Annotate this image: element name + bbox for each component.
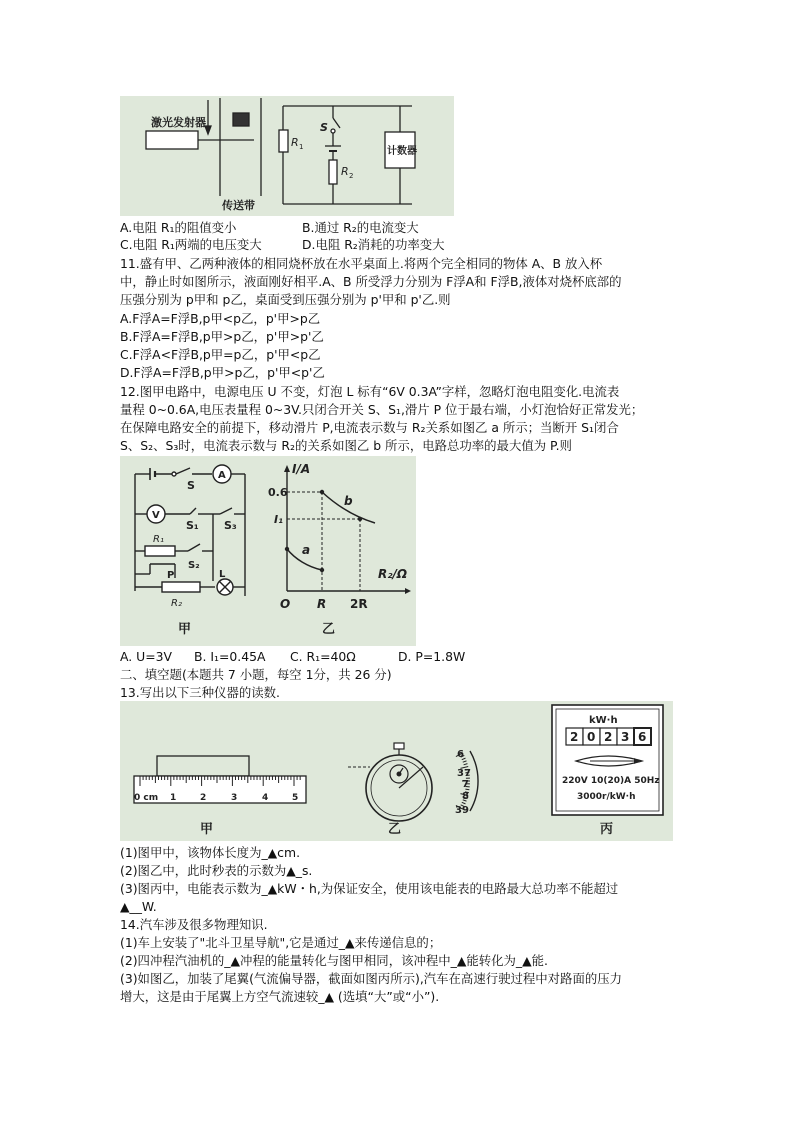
q12-line-2: 量程 0~0.6A,电压表量程 0~3V.只闭合开关 S、S₁,滑片 P 位于最右端，小灯泡恰好正常发光； (120, 402, 644, 417)
q11-line-3: 压强分别为 p甲和 p乙，桌面受到压强分别为 p'甲和 p'乙.则 (120, 292, 451, 307)
q12-option-b: B. I₁=0.45A (194, 649, 266, 664)
instruments-diagram (120, 701, 673, 841)
r2-label: R₂ (171, 598, 182, 609)
r1-label: R₁ (153, 534, 164, 545)
q13-stem: 13.写出以下三种仪器的读数. (120, 685, 280, 700)
origin-label: O (280, 597, 291, 611)
ruler-num-5: 5 (292, 793, 299, 803)
ruler-num-2: 2 (200, 793, 207, 803)
q10-option-c: C.电阻 R₁两端的电压变大 (120, 237, 262, 252)
switch-s1-label: S₁ (186, 519, 199, 532)
laser-emitter-box (146, 131, 198, 149)
q11-line-2: 中，静止时如图所示，液面刚好相平.A、B 所受浮力分别为 F浮A和 F浮B,液体对烧杯底部的 (120, 274, 622, 289)
stopwatch-num-39: 39 (455, 805, 469, 816)
y-axis-label: I/A (292, 462, 311, 476)
fig-right-caption: 乙 (322, 622, 336, 637)
curve-a-label: a (302, 543, 311, 557)
ruler-num-4: 4 (262, 793, 269, 803)
measured-block (157, 756, 249, 776)
instruments-figure (120, 701, 673, 841)
y-tick-i1: I₁ (274, 513, 283, 526)
meter-digit-5: 6 (638, 730, 647, 744)
q12-line-1: 12.图甲电路中，电源电压 U 不变，灯泡 L 标有“6V 0.3A”字样，忽略灯泡电阻变化.电流表 (120, 384, 620, 399)
y-tick-06: 0.6 (268, 486, 288, 499)
ruler-num-3: 3 (231, 793, 238, 803)
stopwatch-num-37: 37 (457, 768, 471, 779)
r1-label: R (291, 136, 299, 149)
fig-left-caption: 甲 (178, 622, 192, 637)
q12-circuit-and-graph (120, 456, 416, 646)
meter-digit-4: 3 (621, 730, 630, 744)
r2-resistor (329, 160, 337, 184)
x-tick-r: R (317, 597, 327, 611)
laser-label: 激光发射器 (151, 116, 206, 129)
meter-digit-2: 0 (587, 730, 596, 744)
q12-line-4: S、S₂、S₃时，电流表示数与 R₂的关系如图乙 b 所示，电路总功率的最大值为 P.则 (120, 438, 572, 453)
q13-answer-1: (1)图甲中，该物体长度为_▲cm. (120, 845, 301, 860)
q11-option-a: A.F浮A=F浮B,p甲<p乙，p'甲>p乙 (120, 311, 321, 326)
q11-line-1: 11.盛有甲、乙两种液体的相同烧杯放在水平桌面上.将两个完全相同的物体 A、B 放入杯 (120, 256, 603, 271)
stopwatch-tick (463, 761, 467, 762)
caption-bing: 丙 (600, 822, 614, 837)
ruler-num-1: 1 (170, 793, 177, 803)
stopwatch-num-7: 7 (462, 779, 469, 790)
stopwatch-tick (464, 764, 468, 765)
ammeter-label: A (218, 470, 226, 481)
caption-jia: 甲 (200, 822, 214, 837)
belt-label: 传送带 (222, 199, 255, 212)
meter-digit-3: 2 (604, 730, 613, 744)
r2-label: R (341, 165, 349, 178)
q12-figure (120, 456, 416, 646)
r1-resistor (279, 130, 288, 152)
point-b-2r (358, 517, 362, 521)
q14-line-4: (3)如图乙，加装了尾翼(气流偏导器，截面如图丙所示),汽车在高速行驶过程中对路面的压力 (120, 971, 623, 986)
q10-option-a: A.电阻 R₁的阻值变小 (120, 220, 237, 235)
q13-answer-3: (3)图丙中，电能表示数为_▲kW・h,为保证安全，使用该电能表的电路最大总功率不能超过 (120, 881, 619, 896)
q11-option-b: B.F浮A=F浮B,p甲>p乙，p'甲>p'乙 (120, 329, 324, 344)
q10-option-d: D.电阻 R₂消耗的功率变大 (302, 237, 445, 252)
q14-line-1: 14.汽车涉及很多物理知识. (120, 917, 268, 932)
switch-s-label: S (187, 479, 195, 492)
stopwatch-tick (462, 802, 466, 804)
q13-answer-2: (2)图乙中，此时秒表的示数为▲_s. (120, 863, 313, 878)
current-vs-r2-graph (268, 462, 411, 611)
section-2-heading: 二、填空题(本题共 7 小题，每空 1分，共 26 分) (120, 667, 392, 682)
caption-yi: 乙 (388, 822, 402, 837)
q11-option-c: C.F浮A<F浮B,p甲=p乙，p'甲<p乙 (120, 347, 321, 362)
q12-option-c: C. R₁=40Ω (290, 649, 356, 664)
lamp-label: L (219, 569, 226, 580)
meter-rate: 3000r/kW·h (577, 792, 636, 802)
q14-line-3: (2)四冲程汽油机的_▲冲程的能量转化与图甲相同，该冲程中_▲能转化为_▲能. (120, 953, 548, 968)
q13-answer-4: ▲__W. (120, 899, 157, 914)
ruler (134, 776, 306, 803)
meter-unit: kW·h (589, 715, 618, 726)
stopwatch-num-6: 6 (457, 749, 464, 760)
q14-line-2: (1)车上安装了"北斗卫星导航",它是通过_▲来传递信息的； (120, 935, 442, 950)
stopwatch-num-8: 8 (462, 791, 469, 802)
q12-option-d: D. P=1.8W (398, 649, 466, 664)
curve-b-label: b (344, 494, 353, 508)
r1-sub: 1 (299, 143, 304, 151)
q10-option-b: B.通过 R₂的电流变大 (302, 220, 419, 235)
counter-label: 计数器 (387, 146, 417, 157)
ruler-unit: 0 cm (134, 793, 159, 803)
laser-counter-diagram (120, 96, 454, 216)
point-a-end (320, 568, 324, 572)
voltmeter-label: V (152, 510, 160, 521)
q14-line-5: 增大，这是由于尾翼上方空气流速较_▲ (选填“大”或“小”). (120, 989, 440, 1004)
switch-s2-label: S₂ (188, 560, 200, 571)
x-axis-label: R₂/Ω (378, 567, 408, 581)
y-axis-arrow (284, 465, 290, 472)
switch-label: S (320, 121, 328, 134)
slider-p-label: P (167, 570, 175, 581)
meter-spec: 220V 10(20)A 50Hz (562, 776, 660, 786)
switch-s3-label: S₃ (224, 519, 237, 532)
q12-option-a: A. U=3V (120, 649, 172, 664)
point-a-start (285, 547, 289, 551)
q12-line-3: 在保障电路安全的前提下，移动滑片 P,电流表示数与 R₂关系如图乙 a 所示；当断开 S₁闭合 (120, 420, 619, 435)
point-b-start (320, 490, 324, 494)
q11-option-d: D.F浮A=F浮B,p甲>p乙，p'甲<p'乙 (120, 365, 325, 380)
r2-sub: 2 (349, 172, 354, 180)
meter-digit-1: 2 (570, 730, 579, 744)
object-on-belt (233, 113, 249, 126)
x-axis-arrow (405, 588, 411, 594)
laser-counter-figure (120, 96, 454, 216)
x-tick-2r: 2R (350, 597, 368, 611)
